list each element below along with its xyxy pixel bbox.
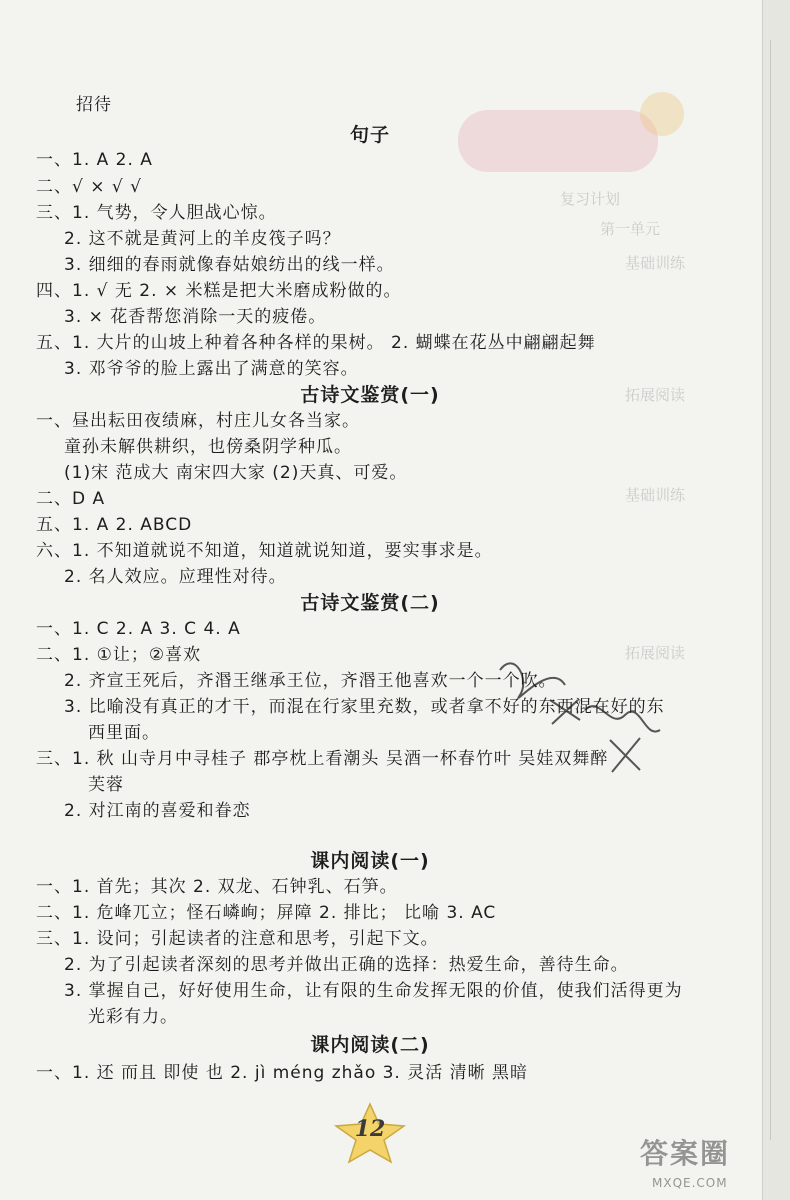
section-heading: 课内阅读(二) <box>310 1034 430 1056</box>
answer-line: 三、1. 气势，令人胆战心惊。 <box>36 203 277 223</box>
answer-line: 二、√ × √ √ <box>36 177 142 197</box>
answer-line: 六、1. 不知道就说不知道，知道就说知道，要实事求是。 <box>36 541 493 561</box>
answer-line: 五、1. 大片的山坡上种着各种各样的果树。 2. 蝴蝶在花丛中翩翩起舞 <box>36 333 596 353</box>
answer-line: 西里面。 <box>88 723 160 743</box>
bleed-through-text: 基础训练 <box>625 486 686 504</box>
answer-line: 3. 掌握自己，好好使用生命，让有限的生命发挥无限的价值，使我们活得更为 <box>64 981 683 1001</box>
answer-line: 二、1. ①让；②喜欢 <box>36 645 202 665</box>
bleed-through-text: 第一单元 <box>600 220 661 238</box>
answer-line: 一、1. C 2. A 3. C 4. A <box>36 619 241 639</box>
answer-line: (1)宋 范成大 南宋四大家 (2)天真、可爱。 <box>64 463 408 483</box>
page-edge <box>762 0 790 1200</box>
answer-line: 2. 这不就是黄河上的羊皮筏子吗？ <box>64 229 341 249</box>
bleed-through-banner <box>458 110 658 172</box>
bleed-through-text: 复习计划 <box>560 190 621 208</box>
bleed-through-text: 拓展阅读 <box>625 644 686 662</box>
watermark-logo: 答案圈 <box>640 1137 731 1170</box>
answer-line: 一、昼出耘田夜绩麻，村庄儿女各当家。 <box>36 411 360 431</box>
answer-line: 四、1. √ 无 2. × 米糕是把大米磨成粉做的。 <box>36 281 402 301</box>
answer-line: 3. 邓爷爷的脸上露出了满意的笑容。 <box>64 359 359 379</box>
section-heading: 课内阅读(一) <box>310 850 430 872</box>
bleed-through-text: 基础训练 <box>625 254 686 272</box>
watermark-url: MXQE.COM <box>652 1176 728 1190</box>
answer-line: 光彩有力。 <box>88 1007 178 1027</box>
answer-line: 2. 为了引起读者深刻的思考并做出正确的选择：热爱生命，善待生命。 <box>64 955 629 975</box>
answer-line: 2. 名人效应。应理性对待。 <box>64 567 287 587</box>
answer-line: 一、1. A 2. A <box>36 150 153 170</box>
answer-line: 一、1. 首先；其次 2. 双龙、石钟乳、石笋。 <box>36 877 398 897</box>
answer-line: 童孙未解供耕织，也傍桑阴学种瓜。 <box>64 437 352 457</box>
answer-line: 2. 对江南的喜爱和眷恋 <box>64 801 251 821</box>
section-heading: 古诗文鉴赏(一) <box>300 384 440 406</box>
answer-line: 三、1. 秋 山寺月中寻桂子 郡亭枕上看潮头 吴酒一杯春竹叶 吴娃双舞醉 <box>36 749 609 769</box>
bleed-through-text: 拓展阅读 <box>625 386 686 404</box>
answer-line: 3. 比喻没有真正的才干，而混在行家里充数，或者拿不好的东西混在好的东 <box>64 697 665 717</box>
gutter-line <box>770 40 771 1140</box>
bleed-through-mascot <box>640 92 684 136</box>
answer-line: 3. 细细的春雨就像春姑娘纺出的线一样。 <box>64 255 395 275</box>
answer-line: 2. 齐宣王死后，齐湣王继承王位，齐湣王他喜欢一个一个吹。 <box>64 671 557 691</box>
section-heading: 古诗文鉴赏(二) <box>300 592 440 614</box>
carryover-word: 招待 <box>76 95 112 115</box>
answer-line: 3. × 花香帮您消除一天的疲倦。 <box>64 307 327 327</box>
section-heading: 句子 <box>349 124 391 146</box>
page-number: 12 <box>354 1116 386 1142</box>
answer-line: 二、D A <box>36 489 106 509</box>
answer-line: 五、1. A 2. ABCD <box>36 515 193 535</box>
answer-line: 三、1. 设问；引起读者的注意和思考，引起下文。 <box>36 929 439 949</box>
answer-line: 一、1. 还 而且 即使 也 2. jì méng zhǎo 3. 灵活 清晰 黑暗 <box>36 1063 529 1083</box>
answer-line: 芙蓉 <box>88 775 124 795</box>
answer-line: 二、1. 危峰兀立；怪石嶙峋；屏障 2. 排比； 比喻 3. AC <box>36 903 497 923</box>
